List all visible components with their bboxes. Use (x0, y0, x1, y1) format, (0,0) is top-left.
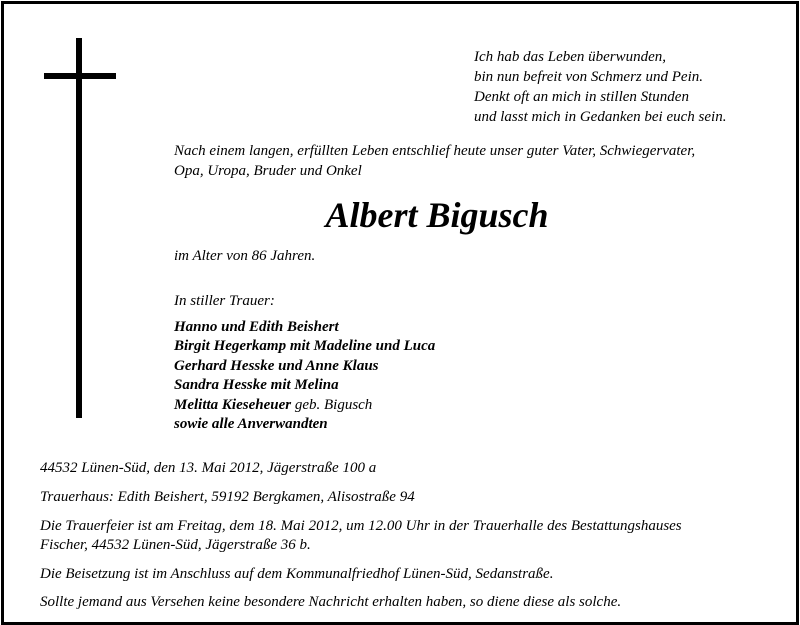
trauerhaus-address: Trauerhaus: Edith Beishert, 59192 Bergkamen, Alisostraße 94 (40, 489, 415, 505)
ceremony-info: Die Trauerfeier ist am Freitag, dem 18. Mai 2012, um 12.00 Uhr in der Trauerhalle des Bestattungshauses (40, 518, 682, 534)
cross-icon-bar (44, 73, 116, 79)
poem-line: bin nun befreit von Schmerz und Pein. (474, 69, 703, 85)
deceased-name: Albert Bigusch (325, 195, 549, 235)
mourning-label: In stiller Trauer: (174, 293, 275, 309)
poem-line: Denkt oft an mich in stillen Stunden (474, 89, 689, 105)
notice-text: Sollte jemand aus Versehen keine besondere Nachricht erhalten haben, so diene diese als solche. (40, 594, 622, 610)
mourner-maiden-name: geb. Bigusch (291, 396, 373, 413)
intro-text (174, 141, 774, 181)
poem-line: und lasst mich in Gedanken bei euch sein. (474, 109, 727, 125)
ceremony-info-cont: Fischer, 44532 Lünen-Süd, Jägerstraße 36 b. (40, 537, 311, 553)
mourner-entry: Hanno und Edith Beishert (174, 319, 339, 335)
poem (474, 47, 726, 127)
age-text: im Alter von 86 Jahren. (174, 248, 316, 264)
intro-line: Opa, Uropa, Bruder und Onkel (174, 163, 362, 179)
place-date: 44532 Lünen-Süd, den 13. Mai 2012, Jägerstraße 100 a (40, 460, 377, 476)
mourner-entry: Gerhard Hesske und Anne Klaus (174, 357, 379, 374)
burial-info: Die Beisetzung ist im Anschluss auf dem Kommunalfriedhof Lünen-Süd, Sedanstraße. (40, 566, 554, 582)
poem-line: Ich hab das Leben überwunden, (474, 49, 667, 65)
intro-line: Nach einem langen, erfüllten Leben entschlief heute unser guter Vater, Schwiegervater, (174, 143, 696, 159)
mourners-list (174, 318, 435, 434)
mourner-entry: sowie alle Anverwandten (174, 416, 328, 433)
mourner-entry: Sandra Hesske mit Melina (174, 377, 339, 394)
mourner-entry: Birgit Hegerkamp mit Madeline und Luca (174, 338, 436, 355)
mourner-entry (174, 396, 435, 415)
mourner-name: Melitta Kieseheuer (174, 396, 292, 413)
